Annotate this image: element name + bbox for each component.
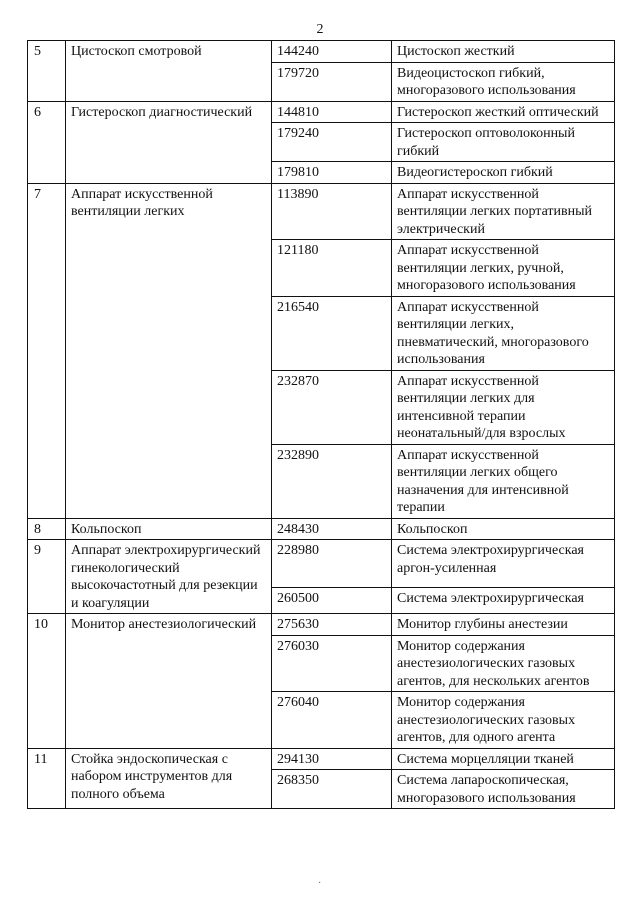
row-number-cell: 7 [28,183,66,518]
type-code-cell: 179240 [272,123,392,162]
type-name-cell: Аппарат искусственной вентиляции легких, ручной, многоразового использования [392,240,615,297]
type-name-cell: Цистоскоп жесткий [392,41,615,63]
type-name-cell: Аппарат искусственной вентиляции легких для интенсивной терапии неонатальный/для взрослых [392,370,615,444]
equipment-name-cell: Стойка эндоскопическая с набором инструментов для полного объема [66,748,272,809]
type-name-cell: Система морцелляции тканей [392,748,615,770]
type-name-cell: Кольпоскоп [392,518,615,540]
type-code-cell: 144810 [272,101,392,123]
equipment-name-cell: Монитор анестезиологический [66,614,272,749]
row-number-cell: 6 [28,101,66,183]
row-number-cell: 5 [28,41,66,102]
type-code-cell: 121180 [272,240,392,297]
row-number-cell: 9 [28,540,66,614]
type-code-cell: 268350 [272,770,392,809]
type-name-cell: Монитор содержания анестезиологических газовых агентов, для нескольких агентов [392,635,615,692]
type-code-cell: 232890 [272,444,392,518]
row-number-cell: 10 [28,614,66,749]
row-number-cell: 11 [28,748,66,809]
type-code-cell: 179720 [272,62,392,101]
table-row [28,540,615,588]
equipment-table [27,40,615,809]
type-name-cell: Система лапароскопическая, многоразового использования [392,770,615,809]
table-row [28,614,615,636]
type-code-cell: 276040 [272,692,392,749]
type-name-cell: Монитор глубины анестезии [392,614,615,636]
table-row [28,518,615,540]
table-row [28,748,615,770]
table-row [28,183,615,240]
type-code-cell: 260500 [272,587,392,613]
type-name-cell: Система электрохирургическая аргон-усиленная [392,540,615,588]
type-name-cell: Гистероскоп жесткий оптический [392,101,615,123]
table-row [28,41,615,63]
equipment-name-cell: Аппарат электрохирургический гинекологический высокочастотный для резекции и коагуляции [66,540,272,614]
type-code-cell: 216540 [272,296,392,370]
table-row [28,101,615,123]
equipment-name-cell: Кольпоскоп [66,518,272,540]
equipment-name-cell: Цистоскоп смотровой [66,41,272,102]
type-code-cell: 228980 [272,540,392,588]
scan-mark: · [318,878,322,889]
type-name-cell: Гистероскоп оптоволоконный гибкий [392,123,615,162]
type-code-cell: 144240 [272,41,392,63]
equipment-name-cell: Аппарат искусственной вентиляции легких [66,183,272,518]
type-code-cell: 275630 [272,614,392,636]
page-number: 2 [316,22,324,37]
type-name-cell: Система электрохирургическая [392,587,615,613]
type-code-cell: 113890 [272,183,392,240]
type-name-cell: Видеоцистоскоп гибкий, многоразового использования [392,62,615,101]
row-number-cell: 8 [28,518,66,540]
type-name-cell: Аппарат искусственной вентиляции легких общего назначения для интенсивной терапии [392,444,615,518]
type-code-cell: 294130 [272,748,392,770]
type-code-cell: 179810 [272,162,392,184]
type-name-cell: Монитор содержания анестезиологических газовых агентов, для одного агента [392,692,615,749]
type-name-cell: Аппарат искусственной вентиляции легких портативный электрический [392,183,615,240]
type-name-cell: Аппарат искусственной вентиляции легких, пневматический, многоразового использования [392,296,615,370]
type-code-cell: 276030 [272,635,392,692]
type-code-cell: 248430 [272,518,392,540]
type-name-cell: Видеогистероскоп гибкий [392,162,615,184]
equipment-name-cell: Гистероскоп диагностический [66,101,272,183]
table-body [28,41,615,809]
type-code-cell: 232870 [272,370,392,444]
